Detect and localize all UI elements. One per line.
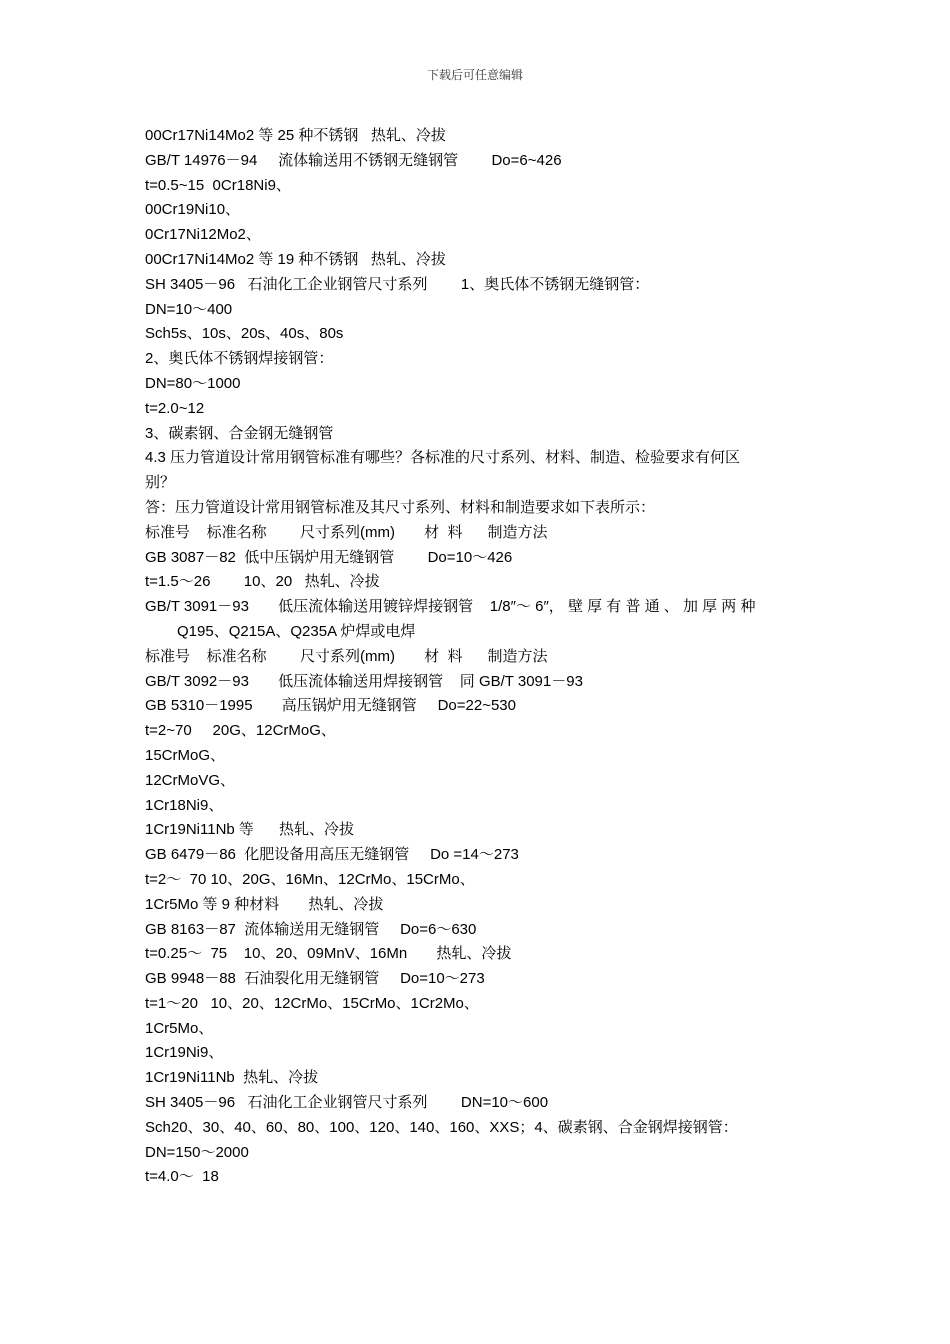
text-line: t=0.25～ 75 10、20、09MnV、16Mn 热轧、冷拔 <box>145 945 512 963</box>
text-line-continued: Q195、Q215A、Q235A 炉焊或电焊 <box>177 622 416 640</box>
text-line: GB 9948－88 石油裂化用无缝钢管 Do=10～273 <box>145 970 485 988</box>
question-heading-continued: 别？ <box>145 474 176 492</box>
text-line: GB 5310－1995 高压锅炉用无缝钢管 Do=22~530 <box>145 697 516 715</box>
text-line: Sch5s、10s、20s、40s、80s <box>145 325 344 343</box>
text-line: 15CrMoG、 <box>145 746 226 764</box>
text-line: t=2~70 20G、12CrMoG、 <box>145 722 336 740</box>
document-body <box>145 124 809 1190</box>
text-line: 1Cr18Ni9、 <box>145 796 224 814</box>
table-header-row: 标准号 标准名称 尺寸系列(mm) 材 料 制造方法 <box>145 647 548 665</box>
text-line: GB 3087－82 低中压锅炉用无缝钢管 Do=10～426 <box>145 548 513 566</box>
text-line: 12CrMoVG、 <box>145 771 236 789</box>
text-line: 1Cr19Ni11Nb 等 热轧、冷拔 <box>145 821 354 839</box>
text-line: GB/T 14976－94 流体输送用不锈钢无缝钢管 Do=6~426 <box>145 151 562 169</box>
text-line: 0Cr17Ni12Mo2、 <box>145 226 261 244</box>
answer-intro: 答：压力管道设计常用钢管标准及其尺寸系列、材料和制造要求如下表所示： <box>145 498 656 516</box>
text-line: 00Cr17Ni14Mo2 等 25 种不锈钢 热轧、冷拔 <box>145 127 446 144</box>
text-line: t=0.5~15 0Cr18Ni9、 <box>145 176 291 194</box>
text-line: t=1.5～26 10、20 热轧、冷拔 <box>145 573 380 591</box>
text-line: GB/T 3092－93 低压流体输送用焊接钢管 同 GB/T 3091－93 <box>145 672 583 690</box>
text-line: GB 6479－86 化肥设备用高压无缝钢管 Do =14～273 <box>145 846 519 864</box>
text-line: t=4.0～ 18 <box>145 1168 219 1186</box>
text-line: 2、奥氏体不锈钢焊接钢管： <box>145 350 334 368</box>
text-line: t=1～20 10、20、12CrMo、15CrMo、1Cr2Mo、 <box>145 994 479 1012</box>
text-line: DN=80～1000 <box>145 374 241 392</box>
text-line: SH 3405－96 石油化工企业钢管尺寸系列 1、奥氏体不锈钢无缝钢管： <box>145 275 650 293</box>
text-line: t=2.0~12 <box>145 399 205 417</box>
text-line: 1Cr5Mo、 <box>145 1019 214 1037</box>
text-line: GB 8163－87 流体输送用无缝钢管 Do=6～630 <box>145 920 477 938</box>
text-line: 00Cr19Ni10、 <box>145 201 241 219</box>
page-header-note: 下载后可任意编辑 <box>426 68 523 82</box>
text-line: 00Cr17Ni14Mo2 等 19 种不锈钢 热轧、冷拔 <box>145 250 446 268</box>
text-line: SH 3405－96 石油化工企业钢管尺寸系列 DN=10～600 <box>145 1094 549 1112</box>
text-line: 1Cr19Ni9、 <box>145 1044 224 1062</box>
question-heading: 4.3 压力管道设计常用钢管标准有哪些？各标准的尺寸系列、材料、制造、检验要求有何区 <box>145 449 741 467</box>
text-line: 1Cr19Ni11Nb 热轧、冷拔 <box>145 1069 319 1087</box>
text-line: DN=10～400 <box>145 300 233 318</box>
text-line: Sch20、30、40、60、80、100、120、140、160、XXS；4、碳素钢、合金钢焊接钢管： <box>145 1118 738 1136</box>
text-line: t=2～ 70 10、20G、16Mn、12CrMo、15CrMo、 <box>145 870 475 888</box>
text-line: DN=150～2000 <box>145 1143 249 1161</box>
text-line: 3、碳素钢、合金钢无缝钢管 <box>145 424 334 442</box>
text-line: GB/T 3091－93 低压流体输送用镀锌焊接钢管 1/8″～ 6″， 壁 厚 有 普 通 、 加 厚 两 种 <box>145 598 756 616</box>
text-line: 1Cr5Mo 等 9 种材料 热轧、冷拔 <box>145 895 384 913</box>
table-header-row: 标准号 标准名称 尺寸系列(mm) 材 料 制造方法 <box>145 523 548 541</box>
